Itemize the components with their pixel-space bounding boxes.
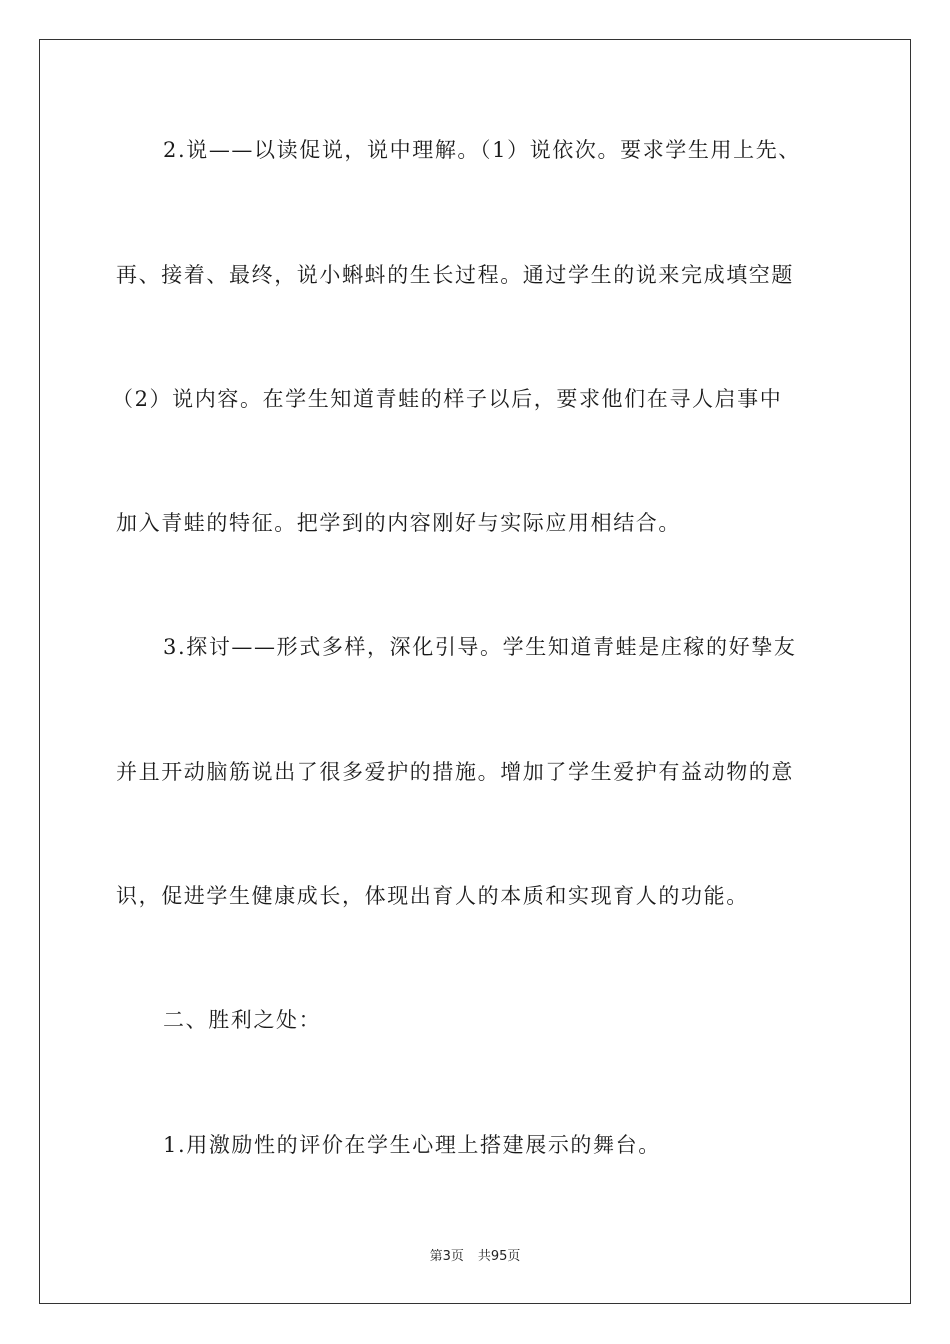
paragraph-line-3: （2）说内容。在学生知道青蛙的样子以后，要求他们在寻人启事中 (112, 387, 783, 411)
total-pages: 共95页 (477, 1249, 521, 1264)
paragraph-line-1: 2.说——以读促说，说中理解。（1）说依次。要求学生用上先、 (163, 138, 801, 162)
paragraph-line-7: 识，促进学生健康成长，体现出育人的本质和实现育人的功能。 (116, 884, 749, 908)
page-footer (0, 1249, 950, 1265)
paragraph-line-4: 加入青蛙的特征。把学到的内容刚好与实际应用相结合。 (116, 511, 681, 535)
paragraph-line-6: 并且开动脑筋说出了很多爱护的措施。增加了学生爱护有益动物的意 (116, 760, 794, 784)
section-heading: 二、胜利之处： (163, 1008, 322, 1032)
paragraph-line-9: 1.用激励性的评价在学生心理上搭建展示的舞台。 (163, 1133, 661, 1157)
current-page-number: 第3页 (429, 1249, 464, 1264)
paragraph-line-5: 3.探讨——形式多样，深化引导。学生知道青蛙是庄稼的好挚友 (163, 635, 797, 659)
page-border (39, 39, 911, 1304)
paragraph-line-2: 再、接着、最终，说小蝌蚪的生长过程。通过学生的说来完成填空题 (116, 263, 794, 287)
